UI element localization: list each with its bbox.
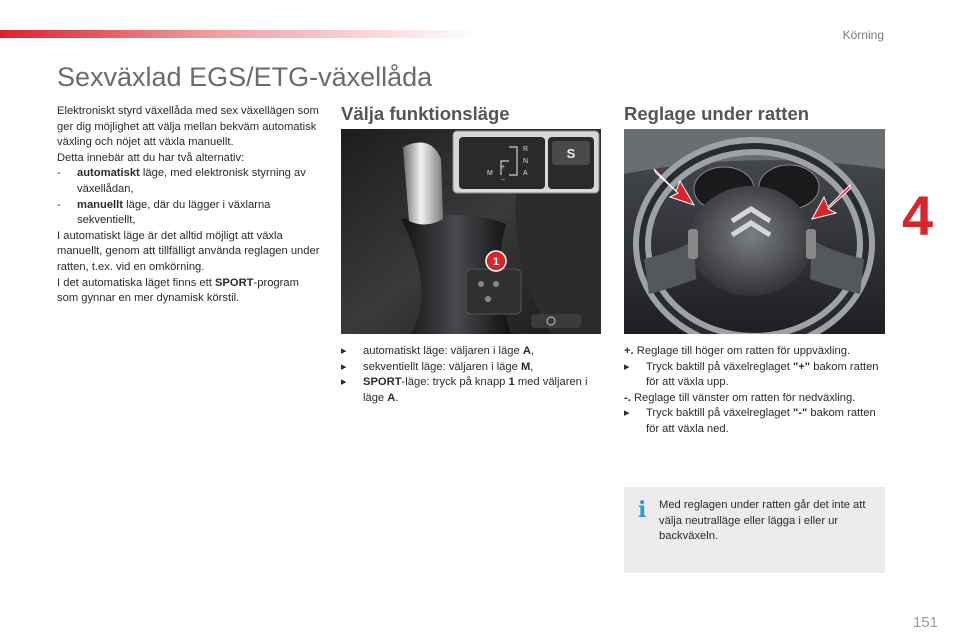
list-item: ▸ automatiskt läge: väljaren i läge A,: [341, 344, 603, 360]
gear-selector-photo: [341, 129, 601, 334]
header-accent-bar: [0, 30, 480, 38]
arrow-bullet-icon: ▸: [341, 360, 347, 373]
list-item: ▸ Tryck baktill på växelreglaget "-" bakom ratten för att växla ned.: [624, 407, 876, 435]
arrow-bullet-icon: ▸: [341, 345, 347, 357]
section-label: Körning: [842, 28, 884, 42]
bold-term: automatiskt: [77, 167, 140, 180]
list-item: ▸ Tryck baktill på växelreglaget "+" bakom ratten för att växla upp.: [624, 360, 879, 389]
page-number: 151: [912, 614, 938, 631]
arrow-bullet-icon: ▸: [624, 407, 630, 420]
intro-list-item: - manuellt läge, där du lägger i växlarna sekventiellt,: [57, 198, 271, 227]
heading-mode-select: Välja funktionsläge: [341, 103, 510, 124]
heading-wheel-controls: Reglage under ratten: [624, 103, 810, 124]
info-box: [624, 487, 885, 573]
arrow-bullet-icon: ▸: [341, 376, 347, 389]
intro-paragraph: I det automatiska läget finns ett SPORT-program som gynnar en mer dynamisk körstil.: [57, 276, 299, 305]
bold-term: manuellt: [77, 198, 124, 211]
gear-m-label: M: [487, 170, 493, 177]
steering-wheel-photo: [624, 129, 885, 334]
dash-bullet: -: [57, 198, 61, 211]
intro-paragraph: Detta innebär att du har två alternativ:: [57, 151, 245, 164]
gear-r-label: R: [523, 146, 529, 153]
intro-list-item: - automatiskt läge, med elektronisk styrning av växellådan,: [57, 167, 306, 195]
list-item: +. Reglage till höger om ratten för uppväxling.: [624, 345, 851, 357]
list-item: ▸ SPORT-läge: tryck på knapp 1 med väljaren i läge A.: [341, 376, 588, 404]
intro-paragraph: Elektroniskt styrd växellåda med sex växellägen som ger dig möjlighet att välja mellan bekväm automatisk växling och nöjet att växla manuellt.: [57, 105, 319, 149]
dash-bullet: -: [57, 167, 61, 180]
chapter-number: 4: [902, 184, 934, 247]
info-text: Med reglagen under ratten går det inte att välja neutralläge eller lägga i eller ur backväxeln.: [659, 499, 866, 543]
list-item: ▸ sekventiellt läge: väljaren i läge M,: [341, 360, 603, 376]
gear-minus-label: –: [501, 176, 505, 183]
callout-1: 1: [492, 256, 500, 268]
gear-plus-label: +: [501, 164, 506, 171]
info-icon: i: [638, 497, 647, 523]
mode-list: [341, 344, 603, 406]
wheel-list: [624, 344, 886, 438]
page-title: Sexväxlad EGS/ETG-växellåda: [57, 62, 433, 92]
gear-n-label: N: [523, 158, 529, 165]
intro-paragraph: I automatiskt läge är det alltid möjligt att växla manuellt, genom att tillfälligt använda reglagen under ratten, t.ex. vid en omkörning.: [57, 229, 320, 273]
sport-button-label: S: [566, 146, 576, 161]
intro-text: [57, 104, 322, 307]
gear-a-label: A: [523, 170, 528, 177]
list-item: -. Reglage till vänster om ratten för nedväxling.: [624, 391, 856, 404]
arrow-bullet-icon: ▸: [624, 360, 630, 373]
